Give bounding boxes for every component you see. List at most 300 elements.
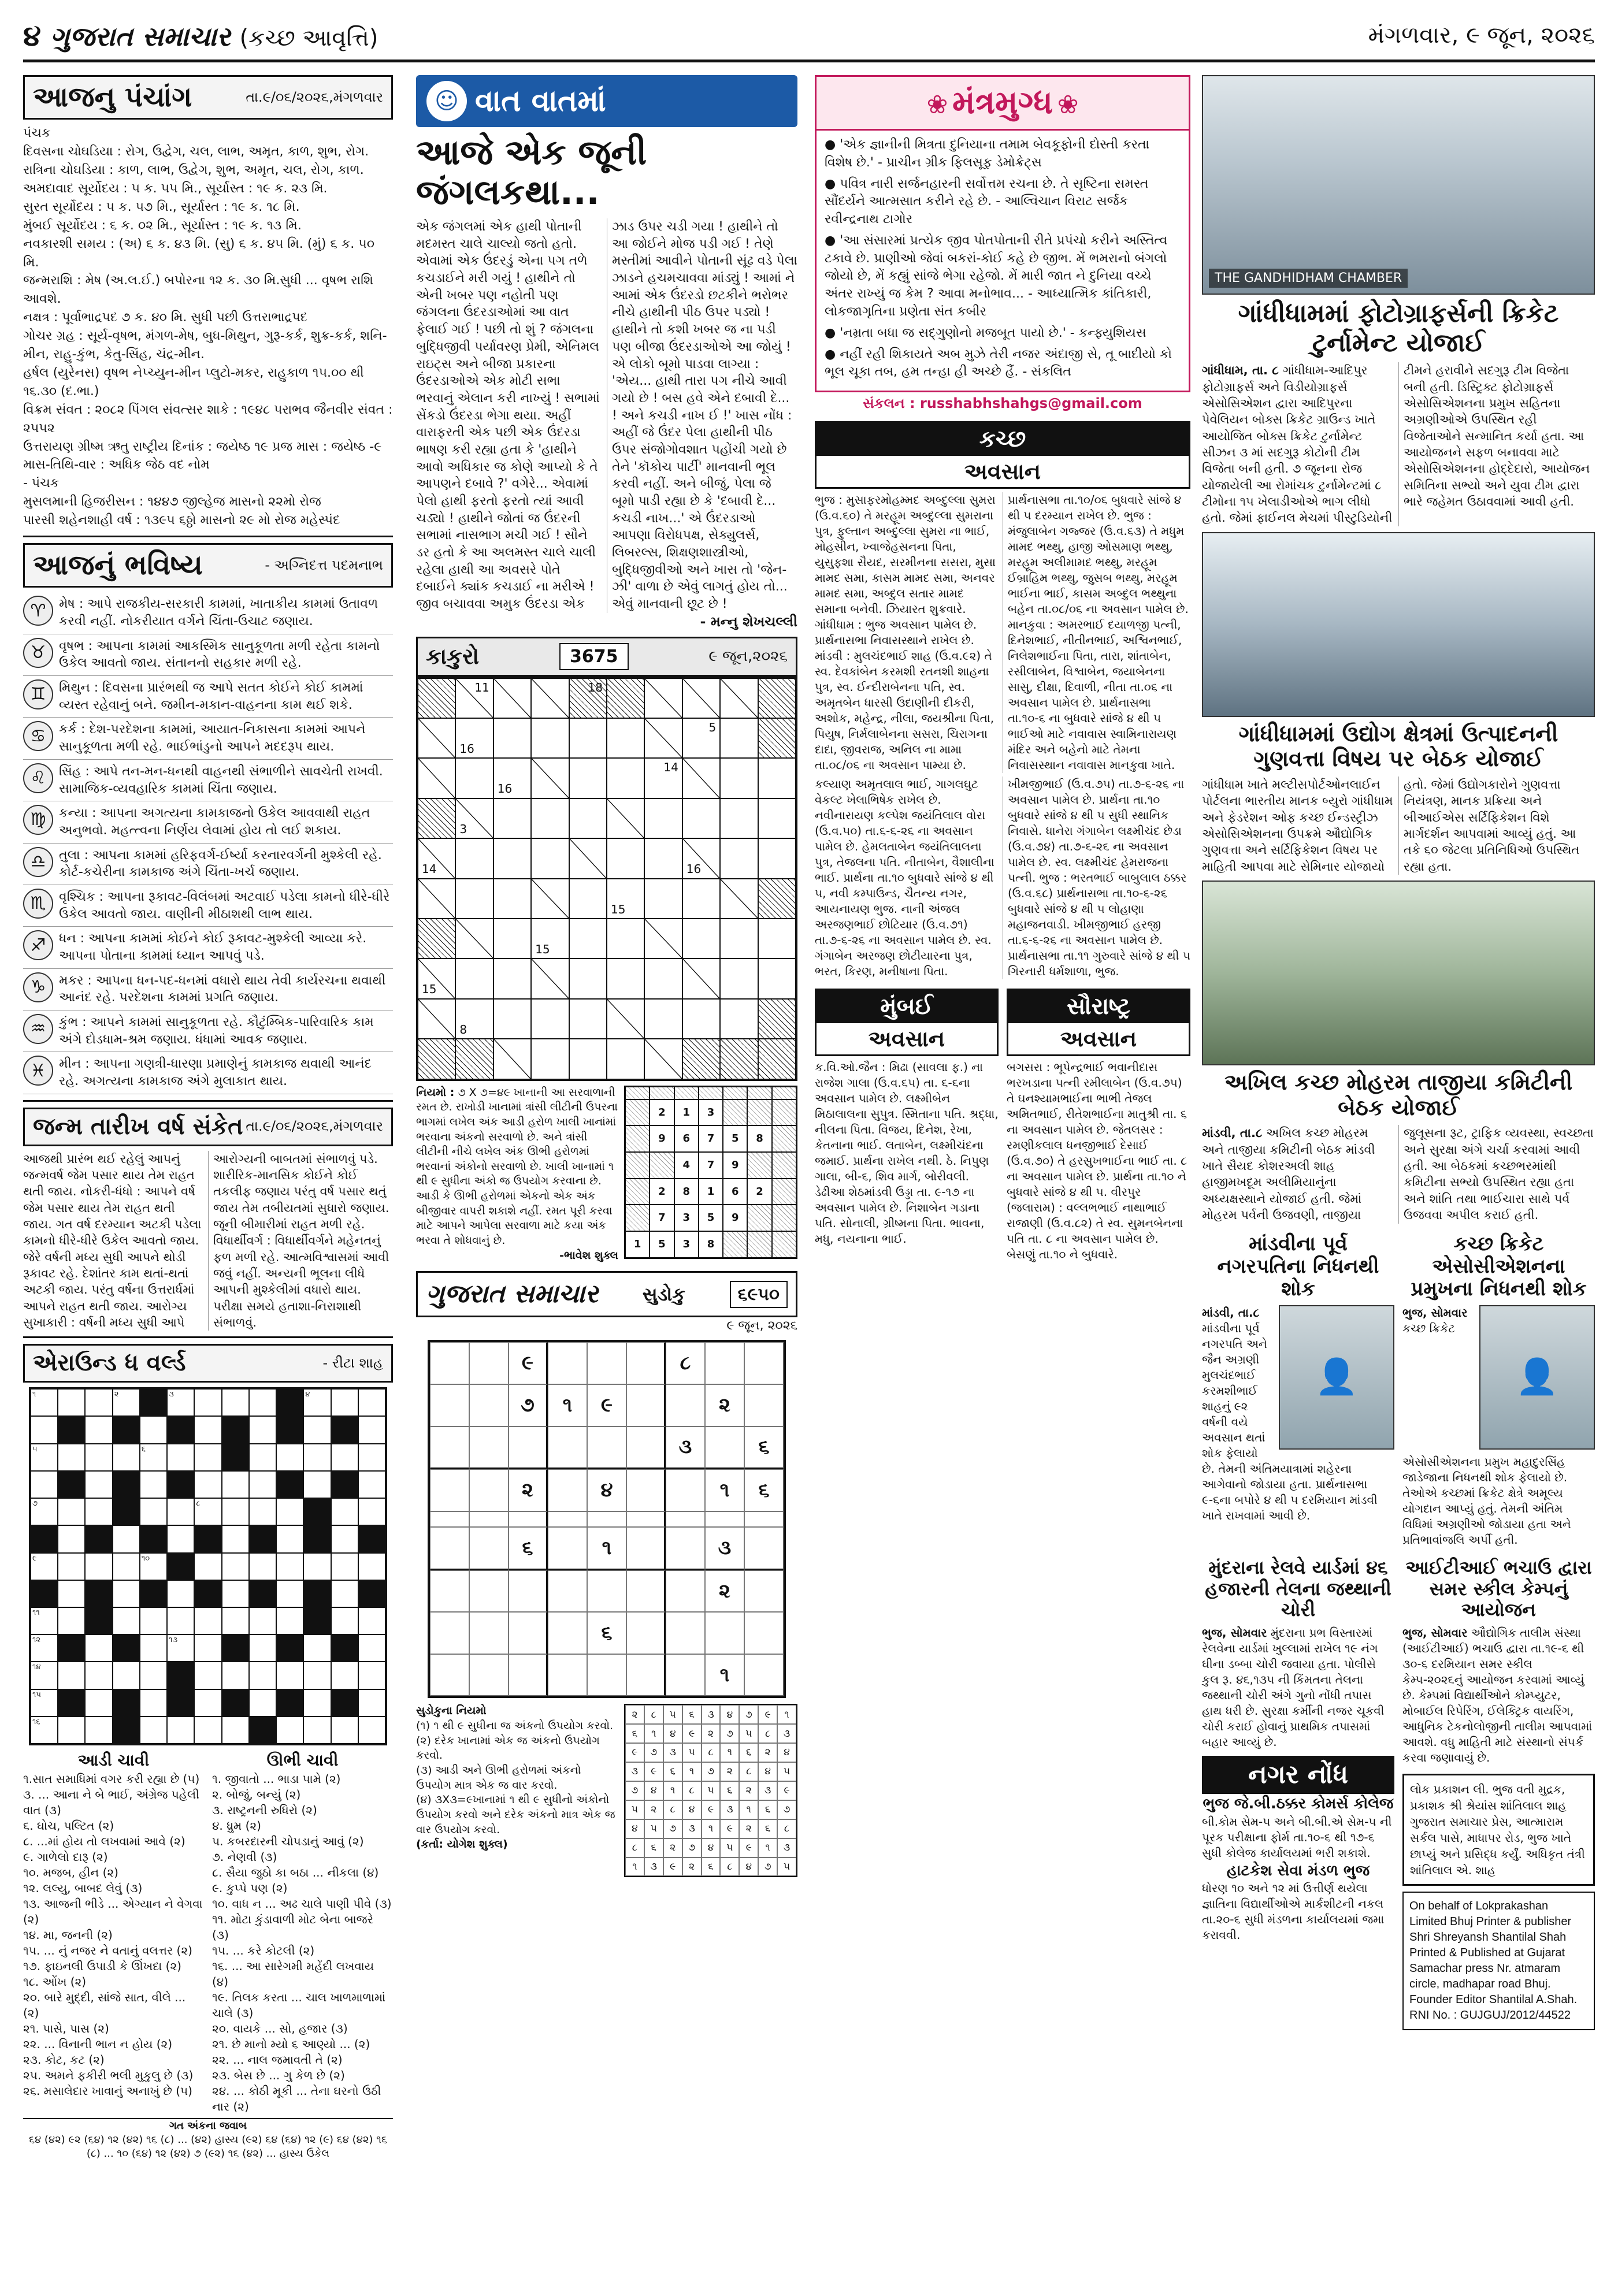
sudoku-cell[interactable] bbox=[430, 1527, 469, 1570]
kakuro-rules-text: ૭ X ૭=૪૯ ખાનાની આ સરવાળાની રમત છે. રાખોડી ખાનામાં ત્રાંસી લીટીની ઉપરના ભાગમાં લખેલ અંક આડી હરોળ ખાલી ખાનાંમાં ભરવાના અંકનો સરવાળો છે. અને ત્રાંસી લીટીની નીચે લખેલ અંક ઊભી હરોળમાં ભરવાનાં અંકોનો સરવાળો છે. ખાલી ખાનામાં ૧ થી ૯ સુધીના અંકો જ ઉપયોગ કરવાના છે. આડી કે ઊભી હરોળમાં એકનો એક અંક બીજીવાર વાપરી શકાશે નહીં. રમત પૂરી કરવા માટે આપને આપેલા સરવાળા માટે કયા અંક ભરવા તે શોધવાનું છે. bbox=[416, 1086, 618, 1247]
across-clue: ૮. ...માં હોય તો લખવામાં આવે (૨) bbox=[23, 1834, 185, 1849]
crossword-cell[interactable] bbox=[194, 1689, 221, 1717]
sudoku-cell[interactable] bbox=[705, 1426, 744, 1470]
kakuro-cell[interactable] bbox=[682, 879, 720, 919]
crossword-cell[interactable] bbox=[276, 1553, 303, 1580]
crossword-cell[interactable] bbox=[140, 1553, 167, 1580]
crossword-cell[interactable] bbox=[31, 1553, 58, 1580]
sudoku-cell[interactable] bbox=[469, 1384, 509, 1426]
crossword-cell[interactable] bbox=[140, 1689, 167, 1717]
crossword-cell[interactable] bbox=[222, 1525, 249, 1552]
sudoku-solution-cell: ૫ bbox=[625, 1800, 644, 1819]
sudoku-cell[interactable] bbox=[469, 1612, 509, 1654]
crossword-cell[interactable] bbox=[358, 1662, 385, 1689]
crossword-cell bbox=[303, 1607, 331, 1634]
crossword-cell[interactable] bbox=[358, 1416, 385, 1443]
kakuro-cell[interactable] bbox=[493, 758, 531, 798]
kakuro-cell[interactable] bbox=[531, 1039, 569, 1079]
crossword-cell[interactable] bbox=[85, 1634, 112, 1662]
crossword-cell[interactable] bbox=[303, 1553, 331, 1580]
kakuro-cell[interactable] bbox=[531, 919, 569, 958]
sudoku-cell[interactable] bbox=[705, 1342, 744, 1384]
crossword-cell[interactable] bbox=[358, 1498, 385, 1525]
crossword-cell[interactable] bbox=[194, 1444, 221, 1471]
kakuro-cell[interactable] bbox=[493, 879, 531, 919]
crossword-cell[interactable] bbox=[276, 1498, 303, 1525]
crossword-cell[interactable] bbox=[303, 1416, 331, 1443]
sudoku-cell[interactable] bbox=[469, 1570, 509, 1613]
crossword-cell[interactable] bbox=[167, 1525, 194, 1552]
crossword-cell[interactable] bbox=[276, 1717, 303, 1744]
kakuro-cell[interactable] bbox=[644, 838, 682, 878]
sudoku-cell[interactable] bbox=[509, 1654, 548, 1696]
crossword-cell[interactable] bbox=[113, 1389, 140, 1416]
crossword-cell[interactable] bbox=[249, 1689, 276, 1717]
sudoku-cell[interactable] bbox=[430, 1384, 469, 1426]
kakuro-cell[interactable] bbox=[569, 718, 607, 758]
sudoku-cell[interactable] bbox=[666, 1384, 705, 1426]
crossword-cell[interactable] bbox=[167, 1717, 194, 1744]
sudoku-solution-cell: ૩ bbox=[758, 1781, 777, 1800]
kakuro-cell[interactable] bbox=[758, 798, 796, 838]
across-clue: ૩. ... આના ને બે ભાઈ, અંગ્રેજ પહેલી વાત (૩) bbox=[23, 1788, 199, 1818]
kakuro-cell[interactable] bbox=[493, 718, 531, 758]
crossword-cell[interactable] bbox=[331, 1607, 358, 1634]
crossword-cell[interactable] bbox=[113, 1607, 140, 1634]
kakuro-cell[interactable] bbox=[531, 838, 569, 878]
crossword-cell[interactable] bbox=[358, 1444, 385, 1471]
kakuro-cell[interactable] bbox=[493, 999, 531, 1039]
kakuro-cell[interactable] bbox=[644, 798, 682, 838]
across-clue: ૧૨. લલ્યુ, બાબદ લેવું (૩) bbox=[23, 1881, 143, 1896]
crossword-cell[interactable] bbox=[58, 1525, 85, 1552]
sudoku-cell[interactable] bbox=[744, 1612, 784, 1654]
sudoku-solution-cell: ૭ bbox=[644, 1743, 663, 1762]
crossword-cell[interactable] bbox=[85, 1717, 112, 1744]
clue-number: ૧૪ bbox=[32, 1663, 41, 1672]
kakuro-cell[interactable] bbox=[455, 958, 493, 998]
kakuro-cell[interactable] bbox=[569, 958, 607, 998]
kakuro-cell[interactable] bbox=[569, 798, 607, 838]
crossword-cell[interactable] bbox=[331, 1580, 358, 1607]
kakuro-cell[interactable] bbox=[758, 919, 796, 958]
kakuro-cell[interactable] bbox=[531, 798, 569, 838]
janma-text: આજથી પ્રારંભ થઈ રહેલું આપનું જન્મવર્ષ જેમ પસાર થાય તેમ રાહત થતી જાય. નોકરી-ધંધો : આપને વર્ષ જેમ પસાર થાય તેમ રાહત થતી જાય. ગત વર્ષ દરમ્યાન અટકી પડેલા કામનો ધીરે-ધીરે ઉકેલ આવતો જાય. જેરે વર્ષની મધ્ય સુધી આપને થોડી રૂકાવટ રહે. દેશાંતર કામ થતાં-થતાં અટકી જાય. પરંતુ વર્ષના ઉત્તરાર્ધમાં આપને રાહત થતી જાય. આરોગ્ય સુખાકારી : વર્ષની મધ્ય સુધી આપે આરોગ્યની બાબતમાં સંભાળવું પડે. શારીરિક-માનસિક કોઈને કોઈ તકલીફ જણાય પરંતુ વર્ષ પસાર થતું જાય તેમ તબીયતમાં સુધારો જણાય. જૂની બીમારીમાં રાહત મળી રહે. વિધાર્થીવર્ગ : વિધાર્થીવર્ગને મહેનતનું ફળ મળી રહે. આત્મવિશ્વાસમાં આવી જવું નહીં. અન્યની ભૂલના લીધે આપની મુશ્કેલીમાં વધારો થાય. પરીક્ષા સમયે હતાશા-નિરાશાથી સંભાળવું. bbox=[23, 1151, 389, 1330]
sudoku-cell[interactable] bbox=[666, 1570, 705, 1613]
sudoku-cell[interactable] bbox=[430, 1511, 469, 1528]
crossword-cell[interactable] bbox=[31, 1634, 58, 1662]
sudoku-cell[interactable] bbox=[469, 1511, 509, 1528]
kakuro-cell bbox=[758, 1039, 796, 1079]
sudoku-solution-cell: ૫ bbox=[777, 1762, 796, 1781]
crossword-cell[interactable] bbox=[331, 1389, 358, 1416]
kakuro-cell[interactable] bbox=[607, 958, 644, 998]
sudoku-cell[interactable] bbox=[626, 1511, 666, 1528]
crossword-cell[interactable] bbox=[358, 1553, 385, 1580]
kakuro-cell[interactable] bbox=[569, 919, 607, 958]
sudoku-cell[interactable] bbox=[509, 1511, 548, 1528]
sudoku-cell[interactable] bbox=[666, 1469, 705, 1511]
down-clue: ૨૧. છે માનો મ્યો ૬ આણ્યો ... (૨) bbox=[212, 2037, 370, 2052]
sudoku-cell[interactable] bbox=[744, 1654, 784, 1696]
kakuro-cell[interactable] bbox=[607, 838, 644, 878]
sudoku-cell[interactable] bbox=[626, 1612, 666, 1654]
sudoku-grid[interactable] bbox=[428, 1340, 786, 1698]
kakuro-solution-cell: 9 bbox=[723, 1152, 747, 1179]
panchang-line: વિક્રમ સંવત : ૨૦૮૨ પિંગલ સંવત્સર શાકે : ૧૯૪૮ પરાભવ જૈનવીર સંવત : ૨૫૫૨ bbox=[23, 402, 393, 436]
crossword-cell[interactable] bbox=[358, 1689, 385, 1717]
crossword-cell[interactable] bbox=[31, 1607, 58, 1634]
sudoku-cell: ૨ bbox=[705, 1570, 744, 1613]
crossword-cell[interactable] bbox=[303, 1662, 331, 1689]
crossword-cell[interactable] bbox=[167, 1580, 194, 1607]
kakuro-cell[interactable] bbox=[493, 919, 531, 958]
sudoku-cell[interactable] bbox=[587, 1570, 626, 1613]
crossword-cell[interactable] bbox=[31, 1689, 58, 1717]
portrait-photo: 👤 bbox=[1279, 1305, 1394, 1450]
kakuro-cell[interactable] bbox=[531, 999, 569, 1039]
sudoku-cell[interactable] bbox=[548, 1612, 587, 1654]
crossword-cell[interactable] bbox=[303, 1689, 331, 1717]
crossword-cell[interactable] bbox=[31, 1471, 58, 1498]
crossword-cell[interactable] bbox=[303, 1471, 331, 1498]
crossword-cell[interactable] bbox=[58, 1498, 85, 1525]
sudoku-cell[interactable] bbox=[509, 1612, 548, 1654]
crossword-cell[interactable] bbox=[58, 1717, 85, 1744]
sudoku-cell[interactable] bbox=[705, 1511, 744, 1528]
crossword-cell[interactable] bbox=[194, 1634, 221, 1662]
sudoku-cell[interactable] bbox=[587, 1342, 626, 1384]
crossword-cell[interactable] bbox=[31, 1662, 58, 1689]
news-title-seminar: ગાંધીધામમાં ઉદ્યોગ ક્ષેત્રમાં ઉત્પાદનની ગુણવત્તા વિષય પર બેઠક યોજાઈ bbox=[1238, 720, 1558, 772]
sudoku-cell[interactable] bbox=[626, 1654, 666, 1696]
sudoku-solution-cell: ૧ bbox=[739, 1800, 758, 1819]
crossword-cell[interactable] bbox=[222, 1389, 249, 1416]
crossword-cell[interactable] bbox=[31, 1717, 58, 1744]
crossword-cell[interactable] bbox=[140, 1662, 167, 1689]
sudoku-cell[interactable] bbox=[626, 1384, 666, 1426]
kakuro-cell[interactable] bbox=[720, 919, 758, 958]
crossword-cell[interactable] bbox=[140, 1471, 167, 1498]
crossword-cell[interactable] bbox=[194, 1389, 221, 1416]
crossword-cell[interactable] bbox=[58, 1607, 85, 1634]
crossword-cell[interactable] bbox=[249, 1498, 276, 1525]
sudoku-cell[interactable] bbox=[587, 1511, 626, 1528]
sudoku-cell[interactable] bbox=[548, 1654, 587, 1696]
sudoku-cell[interactable] bbox=[744, 1570, 784, 1613]
sudoku-cell[interactable] bbox=[509, 1570, 548, 1613]
crossword-cell[interactable] bbox=[31, 1416, 58, 1443]
sudoku-cell[interactable] bbox=[744, 1384, 784, 1426]
crossword-cell[interactable] bbox=[303, 1717, 331, 1744]
sudoku-cell[interactable] bbox=[587, 1426, 626, 1470]
crossword-cell[interactable] bbox=[140, 1607, 167, 1634]
crossword-cell[interactable] bbox=[331, 1662, 358, 1689]
crossword-cell[interactable] bbox=[222, 1580, 249, 1607]
kakuro-cell[interactable] bbox=[607, 1039, 644, 1079]
kakuro-cell[interactable] bbox=[607, 919, 644, 958]
crossword-cell[interactable] bbox=[140, 1717, 167, 1744]
sudoku-cell[interactable] bbox=[469, 1342, 509, 1384]
crossword-cell[interactable] bbox=[358, 1607, 385, 1634]
kakuro-cell[interactable] bbox=[758, 758, 796, 798]
kakuro-cell[interactable] bbox=[682, 919, 720, 958]
kakuro-cell[interactable] bbox=[720, 798, 758, 838]
crossword-cell[interactable] bbox=[194, 1471, 221, 1498]
kakuro-cell[interactable] bbox=[569, 999, 607, 1039]
crossword-cell[interactable] bbox=[167, 1389, 194, 1416]
sudoku-cell[interactable] bbox=[626, 1426, 666, 1470]
compiler-email[interactable]: russhabhshahgs@gmail.com bbox=[919, 395, 1142, 412]
kakuro-cell[interactable] bbox=[455, 758, 493, 798]
crossword-cell[interactable] bbox=[58, 1580, 85, 1607]
crossword-cell[interactable] bbox=[194, 1662, 221, 1689]
kakuro-cell[interactable] bbox=[644, 879, 682, 919]
sudoku-cell[interactable] bbox=[705, 1612, 744, 1654]
kakuro-cell[interactable] bbox=[607, 758, 644, 798]
kakuro-cell[interactable] bbox=[682, 999, 720, 1039]
news-title-cricket: ગાંધીધામમાં ફોટોગ્રાફર્સની ક્રિકેટ ટુર્નામેન્ટ યોજાઈ bbox=[1238, 299, 1559, 358]
crossword-cell[interactable] bbox=[194, 1498, 221, 1525]
kakuro-cell[interactable] bbox=[682, 718, 720, 758]
crossword-cell[interactable] bbox=[249, 1607, 276, 1634]
crossword-cell[interactable] bbox=[167, 1498, 194, 1525]
crossword-cell[interactable] bbox=[249, 1634, 276, 1662]
crossword-cell[interactable] bbox=[249, 1444, 276, 1471]
crossword-cell[interactable] bbox=[31, 1498, 58, 1525]
sudoku-solution-cell: ૮ bbox=[702, 1743, 721, 1762]
crossword-cell[interactable] bbox=[113, 1525, 140, 1552]
news-title-tajiya: અખિલ કચ્છ મોહરમ તાજીયા કમિટીની બેઠક યોજાઈ bbox=[1224, 1069, 1573, 1120]
kakuro-cell[interactable] bbox=[455, 718, 493, 758]
sudoku-cell[interactable] bbox=[548, 1570, 587, 1613]
crossword-cell[interactable] bbox=[113, 1662, 140, 1689]
crossword-cell[interactable] bbox=[276, 1580, 303, 1607]
crossword-cell[interactable] bbox=[194, 1717, 221, 1744]
kakuro-cell bbox=[418, 1039, 455, 1079]
sudoku-cell[interactable] bbox=[548, 1469, 587, 1511]
kakuro-solution-cell bbox=[772, 1231, 796, 1258]
sudoku-solution-cell: ૮ bbox=[777, 1819, 796, 1838]
kakuro-cell[interactable] bbox=[720, 999, 758, 1039]
crossword-cell[interactable] bbox=[276, 1525, 303, 1552]
sudoku-cell[interactable] bbox=[744, 1511, 784, 1528]
crossword-cell[interactable] bbox=[167, 1607, 194, 1634]
crossword-cell[interactable] bbox=[222, 1553, 249, 1580]
crossword-cell[interactable] bbox=[113, 1444, 140, 1471]
sudoku-cell[interactable] bbox=[666, 1511, 705, 1528]
crossword-cell[interactable] bbox=[358, 1471, 385, 1498]
kakuro-cell[interactable] bbox=[644, 999, 682, 1039]
crossword-cell[interactable] bbox=[85, 1416, 112, 1443]
crossword-cell[interactable] bbox=[222, 1662, 249, 1689]
crossword-cell[interactable] bbox=[31, 1389, 58, 1416]
kakuro-cell[interactable] bbox=[720, 958, 758, 998]
sudoku-cell[interactable] bbox=[430, 1654, 469, 1696]
crossword-cell bbox=[140, 1525, 167, 1552]
kakuro-cell[interactable] bbox=[455, 879, 493, 919]
crossword-cell[interactable] bbox=[194, 1553, 221, 1580]
kakuro-cell[interactable] bbox=[569, 1039, 607, 1079]
crossword-cell[interactable] bbox=[31, 1444, 58, 1471]
crossword-cell[interactable] bbox=[194, 1607, 221, 1634]
crossword-cell[interactable] bbox=[140, 1416, 167, 1443]
crossword-cell[interactable] bbox=[85, 1689, 112, 1717]
kakuro-cell[interactable] bbox=[493, 798, 531, 838]
crossword-cell[interactable] bbox=[58, 1662, 85, 1689]
kakuro-cell[interactable] bbox=[644, 958, 682, 998]
crossword-cell[interactable] bbox=[276, 1444, 303, 1471]
crossword-cell[interactable] bbox=[85, 1553, 112, 1580]
kakuro-grid[interactable] bbox=[416, 677, 797, 1081]
crossword-cell[interactable] bbox=[167, 1634, 194, 1662]
crossword-cell bbox=[31, 1580, 58, 1607]
sudoku-solution-cell: ૪ bbox=[702, 1838, 721, 1857]
crossword-cell[interactable] bbox=[85, 1498, 112, 1525]
sudoku-solution-cell: ૬ bbox=[739, 1743, 758, 1762]
kakuro-cell[interactable] bbox=[493, 838, 531, 878]
kakuro-cell[interactable] bbox=[569, 879, 607, 919]
crossword-cell[interactable] bbox=[222, 1717, 249, 1744]
kakuro-cell[interactable] bbox=[455, 999, 493, 1039]
sudoku-cell[interactable] bbox=[430, 1612, 469, 1654]
kakuro-cell[interactable] bbox=[531, 718, 569, 758]
kutch-obit-header bbox=[815, 421, 1190, 489]
lotus-icon: ❀ bbox=[926, 90, 948, 120]
kakuro-cell[interactable] bbox=[720, 718, 758, 758]
crossword-cell[interactable] bbox=[222, 1471, 249, 1498]
crossword-cell[interactable] bbox=[58, 1444, 85, 1471]
crossword-cell[interactable] bbox=[303, 1444, 331, 1471]
crossword-cell[interactable] bbox=[249, 1662, 276, 1689]
sudoku-solution-cell: ૪ bbox=[777, 1743, 796, 1762]
crossword-cell[interactable] bbox=[249, 1553, 276, 1580]
answers-text: ૬૪ (૪૨) ૯૨ (૬૪) ૧૨ (૪૨) ૧૬ (૮) ... (૪૨) હાસ્ય (૯૨) ૬૪ (૬૪) ૧૨ (૯) ૬૪ (૪૨) ૧૬ (૮) ... ૧૦ (૬૪) ૧૨ (૪૨) ૭ (૯૨) ૧૬ (૪૨) ... હાસ્ય ઉકેલ bbox=[28, 2133, 388, 2160]
sudoku-cell: ૨ bbox=[705, 1384, 744, 1426]
crossword-cell[interactable] bbox=[358, 1389, 385, 1416]
kakuro-cell[interactable] bbox=[758, 958, 796, 998]
sudoku-cell[interactable] bbox=[430, 1469, 469, 1511]
mantra-quote-text: 'આ સંસારમાં પ્રત્યેક જીવ પોતપોતાની રીતે પ્રપંચો કરીને અસ્તિત્વ ટકાવે છે. પ્રાણીઓ જેવાં બકરાં-કોઈ કહે છે જીભ. મેં ભમરાનો બંગલો જોયો છે, મેં કહ્યું સાંજે ભેગા રહેજો. મેં મારી જાત ને દુનિયા વચ્ચે અંતર રાખ્યું જ કેમ ? આવા મનોભાવ... - આધ્યાત્મિક કાંતિકારી, લોકજાગૃતિના પ્રણેતા સંત કબીર bbox=[825, 233, 1168, 319]
kakuro-cell[interactable] bbox=[644, 758, 682, 798]
sudoku-solution-cell: ૩ bbox=[625, 1762, 644, 1781]
kakuro-cell[interactable] bbox=[607, 879, 644, 919]
crossword-cell[interactable] bbox=[249, 1416, 276, 1443]
crossword-grid[interactable] bbox=[29, 1387, 387, 1745]
crossword-cell[interactable] bbox=[167, 1444, 194, 1471]
sudoku-cell[interactable] bbox=[666, 1654, 705, 1696]
sudoku-cell[interactable] bbox=[430, 1570, 469, 1613]
crossword-cell[interactable] bbox=[140, 1634, 167, 1662]
crossword-cell[interactable] bbox=[249, 1471, 276, 1498]
sudoku-cell[interactable] bbox=[430, 1426, 469, 1470]
sudoku-cell[interactable] bbox=[626, 1527, 666, 1570]
crossword-cell[interactable] bbox=[303, 1634, 331, 1662]
sudoku-cell[interactable] bbox=[548, 1511, 587, 1528]
sudoku-cell[interactable] bbox=[626, 1570, 666, 1613]
crossword-cell[interactable] bbox=[85, 1662, 112, 1689]
down-clues bbox=[212, 1750, 393, 2115]
crossword-cell[interactable] bbox=[331, 1553, 358, 1580]
crossword-cell[interactable] bbox=[58, 1553, 85, 1580]
sudoku-cell[interactable] bbox=[626, 1342, 666, 1384]
kakuro-cell[interactable] bbox=[607, 718, 644, 758]
crossword-cell[interactable] bbox=[58, 1389, 85, 1416]
crossword-cell bbox=[249, 1580, 276, 1607]
sudoku-solution-cell: ૪ bbox=[758, 1762, 777, 1781]
sudoku-cell[interactable] bbox=[626, 1469, 666, 1511]
sudoku-cell[interactable] bbox=[666, 1527, 705, 1570]
crossword-cell[interactable] bbox=[358, 1634, 385, 1662]
sudoku-cell[interactable] bbox=[469, 1654, 509, 1696]
divider bbox=[23, 1100, 393, 1102]
crossword-cell[interactable] bbox=[222, 1498, 249, 1525]
sudoku-cell[interactable] bbox=[469, 1469, 509, 1511]
vaat-body: એક જંગલમાં એક હાથી પોતાની મદમસ્ત ચાલે ચાલ્યો જતો હતો. એવામાં એક ઉંદરડું એના પગ તળે કચડાઈને મરી ગયું ! હાથીને તો એની ખબર પણ નહોતી પણ જંગલના ઉંદરડાઓમાં આ વાત ફેલાઈ ગઈ ! પછી તો શું ? જંગલના બુદ્ધિજીવી પર્યાવરણ પ્રેમી, એનિમલ રાઇટ્સ અને બીજા પ્રકારના ઉંદરડાઓએ એક મોટી સભા ભરવાનું એલાન કરી નાખ્યું ! સભામાં સેંકડો ઉંદરડા ભેગા થયા. અહીં વારાફરતી એક પછી એક ઉંદરડા ભાષણ કરી રહ્યા હતા કે 'હાથીને આવો અધિકાર જ કોણે આપ્યો કે તે આપણને દબાવે ?' વગેરે... એવામાં પેલો હાથી ફરતો ફરતો ત્યાં આવી ચડ્યો ! હાથીને જોતાં જ ઉંદરની સભામાં નાસભાગ મચી ગઈ ! સૌને ડર હતો કે આ અલમસ્ત ચાલે ચાલી રહેલા હાથી આ અવસરે પોતે દબાઈને ક્યાંક કચડાઈ ના મરીએ ! જીવ બચાવવા અમુક ઉંદરડા એક ઝાડ ઉપર ચડી ગયા ! હાથીને તો આ જોઈને મોજ પડી ગઈ ! તેણે મસ્તીમાં આવીને પોતાની સૂંઢ વડે પેલા ઝાડને હચમચાવવા માંડ્યું ! આમાં ને આમાં એક ઉંદરડો છટકીને ભરોભર નીચે હાથીની પીઠ ઉપર પડ્યો ! હાથીને તો કશી ખબર જ ના પડી પણ બીજા ઉંદરડાઓએ આ જોયું ! એ લોકો બૂમો પાડવા લાગ્યા : 'એય... હાથી તારા પગ નીચે આવી ગયો છે ! બસ હવે એને દબાવી દે... ! અને કચડી નાખ ઈ !' ખાસ નોંધ : અહીં જે ઉંદર પેલા હાથીની પીઠ ઉપર સંજોગોવશાત પહોંચી ગયો છે તેને 'કૉકોચ પાર્ટી' માનવાની ભૂલ કરવી નહીં. અને બીજું, પેલા જે બૂમો પાડી રહ્યા છે કે 'દબાવી દે... કચડી નાખ...' એ ઉંદરડાઓ આપણા વિરોધપક્ષ, સેક્યુલર્સ, લિબરલ્સ, શિક્ષણશાસ્ત્રીઓ, બુદ્ધિજીવીઓ અને ખાસ તો 'જેન-ઝી' વાળા છે એવું લાગતું હોય તો... એવું માનવાની છૂટ છે ! bbox=[416, 220, 797, 612]
sudoku-solution-cell: ૨ bbox=[682, 1857, 702, 1877]
sudoku-cell[interactable] bbox=[548, 1426, 587, 1470]
crossword-cell[interactable] bbox=[140, 1498, 167, 1525]
crossword-cell[interactable] bbox=[85, 1471, 112, 1498]
sudoku-cell[interactable] bbox=[430, 1342, 469, 1384]
kakuro-cell[interactable] bbox=[569, 758, 607, 798]
crossword-cell[interactable] bbox=[276, 1607, 303, 1634]
crossword-cell[interactable] bbox=[331, 1717, 358, 1744]
kakuro-solution-cell: 1 bbox=[699, 1179, 723, 1205]
kakuro-rules bbox=[416, 1086, 618, 1264]
kutch-obit-title: અવસાન bbox=[964, 458, 1041, 484]
down-clue: ૨૦. વાયકે ... સો, હજાર (૩) bbox=[212, 2022, 348, 2036]
crossword-cell[interactable] bbox=[331, 1525, 358, 1552]
sudoku-cell[interactable] bbox=[469, 1527, 509, 1570]
kakuro-cell[interactable] bbox=[720, 838, 758, 878]
kakuro-cell[interactable] bbox=[682, 798, 720, 838]
kakuro-cell[interactable] bbox=[720, 758, 758, 798]
sudoku-cell[interactable] bbox=[548, 1342, 587, 1384]
sudoku-cell[interactable] bbox=[744, 1342, 784, 1384]
sudoku-cell[interactable] bbox=[509, 1426, 548, 1470]
kakuro-cell[interactable] bbox=[758, 838, 796, 878]
crossword-cell[interactable] bbox=[303, 1389, 331, 1416]
sudoku-cell[interactable] bbox=[666, 1612, 705, 1654]
crossword-cell[interactable] bbox=[249, 1389, 276, 1416]
sudoku-cell[interactable] bbox=[587, 1654, 626, 1696]
crossword-cell[interactable] bbox=[85, 1444, 112, 1471]
crossword-header bbox=[23, 1344, 393, 1383]
clue-number: ૧૦ bbox=[141, 1554, 150, 1563]
crossword-cell[interactable] bbox=[276, 1662, 303, 1689]
kakuro-cell[interactable] bbox=[455, 838, 493, 878]
crossword-cell[interactable] bbox=[85, 1389, 112, 1416]
kakuro-cell[interactable] bbox=[493, 958, 531, 998]
across-list bbox=[23, 1771, 204, 2099]
sudoku-cell[interactable] bbox=[548, 1527, 587, 1570]
crossword-cell[interactable] bbox=[358, 1717, 385, 1744]
crossword-cell[interactable] bbox=[331, 1498, 358, 1525]
lower-obits bbox=[815, 983, 1190, 1262]
crossword-cell[interactable] bbox=[331, 1444, 358, 1471]
vaat-headline: આજે એક જૂની જંગલકથા... bbox=[416, 132, 647, 213]
crossword-cell[interactable] bbox=[113, 1580, 140, 1607]
crossword-cell[interactable] bbox=[194, 1416, 221, 1443]
crossword-cell[interactable] bbox=[140, 1444, 167, 1471]
sudoku-solution-cell: ૨ bbox=[644, 1800, 663, 1819]
bhavishya-author: - અગ્નિદત્ત પદમનાભ bbox=[265, 556, 383, 573]
sudoku-cell[interactable] bbox=[469, 1426, 509, 1470]
crossword-cell[interactable] bbox=[113, 1553, 140, 1580]
crossword-cell[interactable] bbox=[222, 1607, 249, 1634]
sudoku-cell[interactable] bbox=[744, 1527, 784, 1570]
